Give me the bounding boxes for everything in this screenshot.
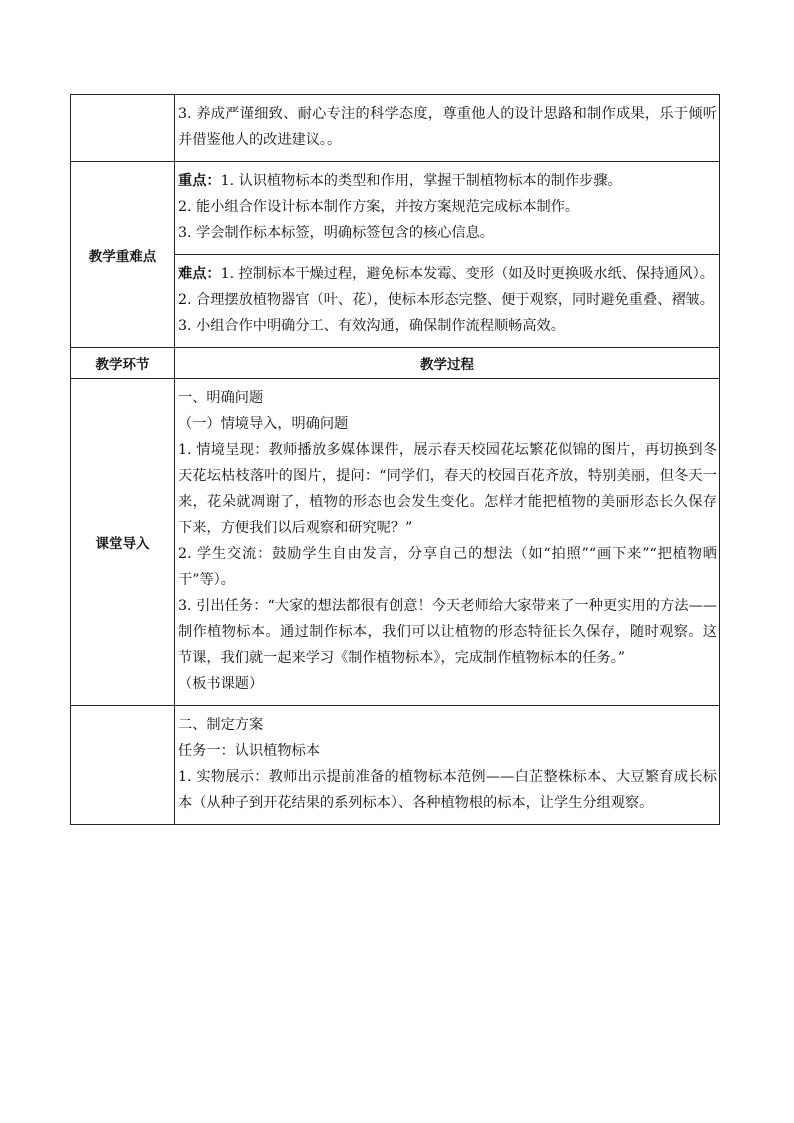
difficulty-item-1: 难点：1. 控制标本干燥过程，避免标本发霉、变形（如及时更换吸水纸、保持通风）。 [178, 266, 714, 282]
difficulty-cell [175, 255, 720, 348]
plan-task-title: 任务一：认识植物标本 [178, 743, 320, 759]
header-row [71, 348, 720, 379]
objectives-content-cell [175, 95, 720, 162]
header-stage: 教学环节 [71, 348, 175, 379]
intro-note: （板书课题） [178, 676, 264, 692]
focus-item-3: 3. 学会制作标本标签，明确标签包含的核心信息。 [178, 225, 494, 241]
focus-item-1: 重点：1. 认识植物标本的类型和作用，掌握干制植物标本的制作步骤。 [178, 173, 622, 189]
header-process: 教学过程 [175, 348, 720, 379]
intro-item-3: 3. 引出任务：“大家的想法都很有创意！今天老师给大家带来了一种更实用的方法——制作植物标本。通过制作标本，我们可以让植物的形态特征长久保存，随时观察。这节课，我们就一起来学习《制作植物标本》，完成制作植物标本的任务。” [178, 598, 717, 666]
plan-content-cell [175, 706, 720, 825]
plan-section-title: 二、制定方案 [178, 717, 264, 733]
intro-sub-title: （一）情境导入，明确问题 [178, 416, 349, 432]
plan-label-cell [71, 706, 175, 825]
intro-content-cell [175, 379, 720, 706]
objectives-label-cell [71, 95, 175, 162]
plan-row [71, 706, 720, 825]
difficulty-item-2: 2. 合理摆放植物器官（叶、花），使标本形态完整、便于观察，同时避免重叠、褶皱。 [178, 292, 714, 308]
intro-item-2: 2. 学生交流：鼓励学生自由发言，分享自己的想法（如“拍照”“画下来”“把植物晒干”等）。 [178, 546, 717, 588]
focus-title: 重点： [178, 173, 221, 189]
lesson-plan-page [70, 94, 720, 825]
intro-item-1: 1. 情境呈现：教师播放多媒体课件，展示春天校园花坛繁花似锦的图片，再切换到冬天花坛枯枝落叶的图片，提问：“同学们，春天的校园百花齐放，特别美丽，但冬天一来，花朵就凋谢了，植物的形态也会发生变化。怎样才能把植物的美丽形态长久保存下来，方便我们以后观察和研究呢？” [178, 442, 717, 536]
intro-row [71, 379, 720, 706]
key-points-label: 教学重难点 [71, 162, 175, 348]
focus-cell [175, 162, 720, 255]
objectives-row [71, 95, 720, 162]
key-points-focus-row [71, 162, 720, 255]
intro-section-title: 一、明确问题 [178, 390, 264, 406]
focus-item-2: 2. 能小组合作设计标本制作方案，并按方案规范完成标本制作。 [178, 199, 580, 215]
objective-item-3: 3. 养成严谨细致、耐心专注的科学态度，尊重他人的设计思路和制作成果，乐于倾听并借鉴他人的改进建议。。 [178, 106, 717, 148]
lesson-plan-table [70, 94, 720, 825]
plan-item-1: 1. 实物展示：教师出示提前准备的植物标本范例——白芷整株标本、大豆繁育成长标本（从种子到开花结果的系列标本）、各种植物根的标本，让学生分组观察。 [178, 769, 717, 811]
difficulty-title: 难点： [178, 266, 221, 282]
intro-label: 课堂导入 [71, 379, 175, 706]
difficulty-item-3: 3. 小组合作中明确分工、有效沟通，确保制作流程顺畅高效。 [178, 318, 565, 334]
